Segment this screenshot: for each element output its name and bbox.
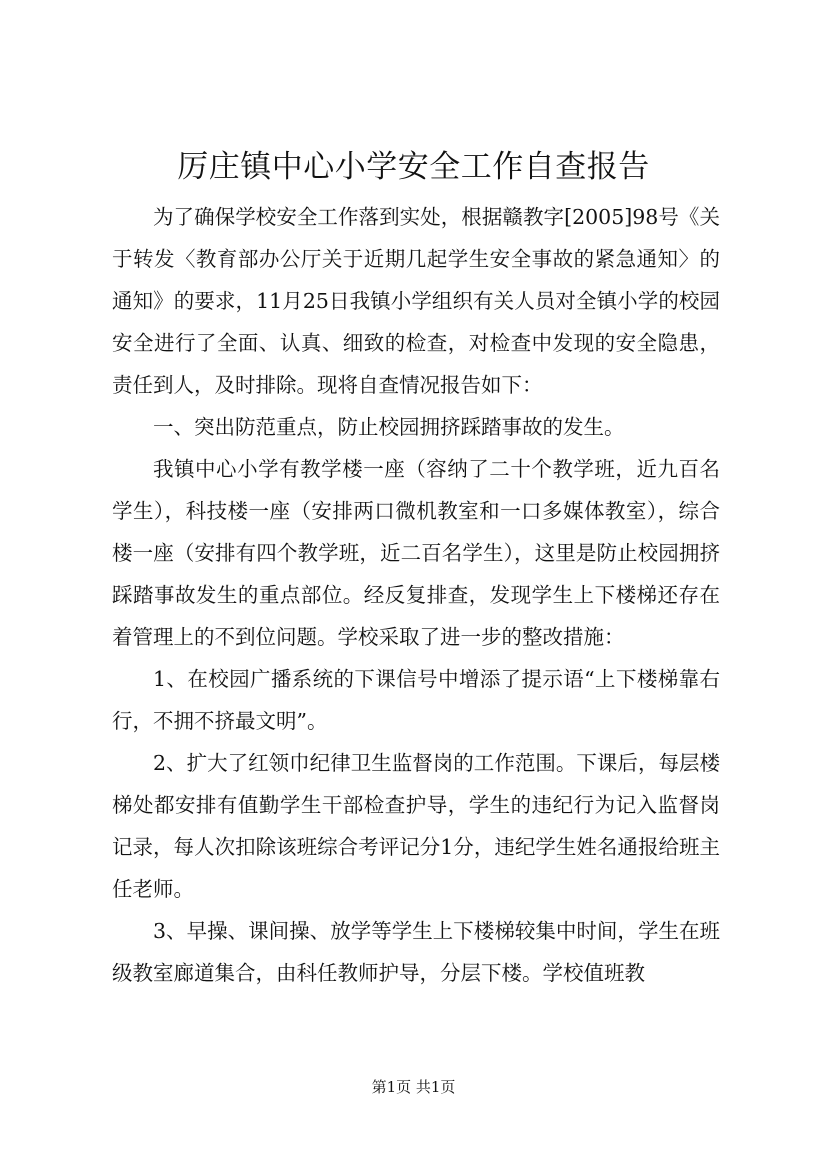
paragraph-section-heading: 一、突出防范重点，防止校园拥挤踩踏事故的发生。: [153, 415, 625, 439]
page-footer: 第1页 共1页: [371, 1078, 456, 1096]
document-title: 厉庄镇中心小学安全工作自查报告: [177, 149, 650, 185]
paragraph-intro: 为了确保学校安全工作落到实处，根据赣教字[2005]98号《关于转发〈教育部办公厅关于近期几起学生安全事故的紧急通知〉的通知》的要求，11月25日我镇小学组织有关人员对全镇小学的校园安全进行了全面、认真、细致的检查，对检查中发现的安全隐患，责任到人，及时排除。现将自查情况报告如下：: [112, 205, 720, 397]
document-body: [112, 196, 720, 994]
paragraph-measure-1: 1、在校园广播系统的下课信号中增添了提示语“上下楼梯靠右行，不拥不挤最文明”。: [112, 667, 720, 733]
paragraph-measure-2: 2、扩大了红领巾纪律卫生监督岗的工作范围。下课后，每层楼梯处都安排有值勤学生干部检查护导，学生的违纪行为记入监督岗记录，每人次扣除该班综合考评记分1分，违纪学生姓名通报给班主任老师。: [112, 751, 720, 901]
paragraph-measure-3: 3、早操、课间操、放学等学生上下楼梯较集中时间，学生在班级教室廊道集合，由科任教师护导，分层下楼。学校值班教: [112, 919, 720, 985]
paragraph-buildings: 我镇中心小学有教学楼一座（容纳了二十个教学班，近九百名学生），科技楼一座（安排两口微机教室和一口多媒体教室），综合楼一座（安排有四个教学班，近二百名学生），这里是防止校园拥挤踩踏事故发生的重点部位。经反复排查，发现学生上下楼梯还存在着管理上的不到位问题。学校采取了进一步的整改措施：: [112, 457, 720, 649]
